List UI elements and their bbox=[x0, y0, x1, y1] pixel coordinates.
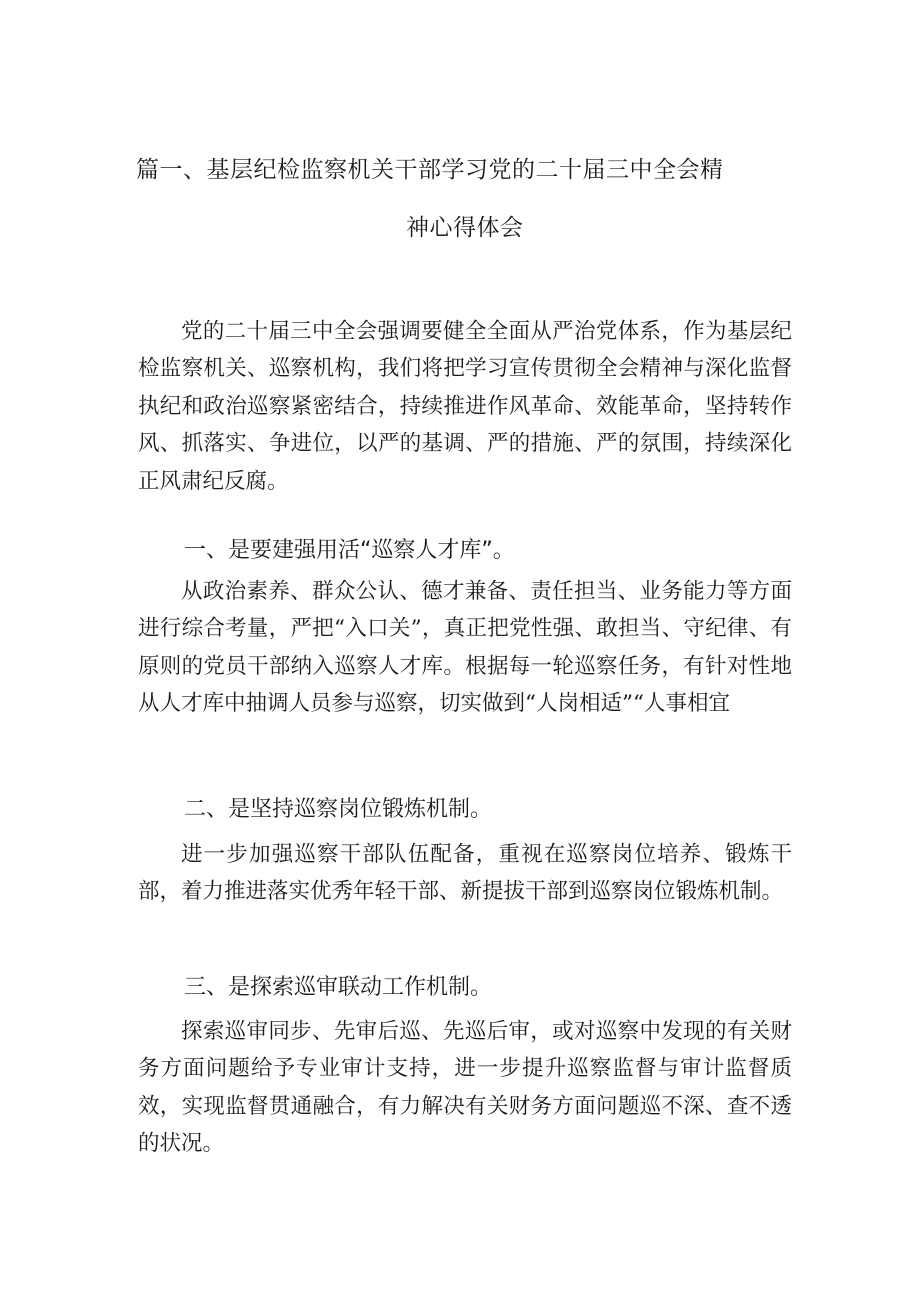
section-body-3: 探索巡审同步、先审后巡、先巡后审，或对巡察中发现的有关财务方面问题给予专业审计支持，进一步提升巡察监督与审计监督质效，实现监督贯通融合，有力解决有关财务方面问题巡不深、查不透的状况。 bbox=[138, 1019, 792, 1157]
intro-paragraph: 党的二十届三中全会强调要健全全面从严治党体系，作为基层纪检监察机关、巡察机构，我们将把学习宣传贯彻全会精神与深化监督执纪和政治巡察紧密结合，持续推进作风革命、效能革命，坚持转作风、抓落实、争进位，以严的基调、严的措施、严的氛围，持续深化正风肃纪反腐。 bbox=[138, 319, 792, 494]
document-title-line-2: 神心得体会 bbox=[406, 215, 524, 241]
section-heading-2: 二、是坚持巡察岗位锻炼机制。 bbox=[184, 797, 493, 822]
section-heading-3: 三、是探索巡审联动工作机制。 bbox=[184, 975, 493, 1000]
section-heading-1: 一、是要建强用活“巡察人才库”。 bbox=[184, 538, 515, 563]
section-body-1: 从政治素养、群众公认、德才兼备、责任担当、业务能力等方面进行综合考量，严把“入口关”，真正把党性强、敢担当、守纪律、有原则的党员干部纳入巡察人才库。根据每一轮巡察任务，有针对性地从人才库中抽调人员参与巡察，切实做到“人岗相适”“人事相宜 bbox=[138, 579, 792, 717]
section-body-2: 进一步加强巡察干部队伍配备，重视在巡察岗位培养、锻炼干部，着力推进落实优秀年轻干部、新提拔干部到巡察岗位锻炼机制。 bbox=[138, 842, 792, 905]
document-title-line-1: 篇一、基层纪检监察机关干部学习党的二十届三中全会精 bbox=[136, 157, 724, 183]
